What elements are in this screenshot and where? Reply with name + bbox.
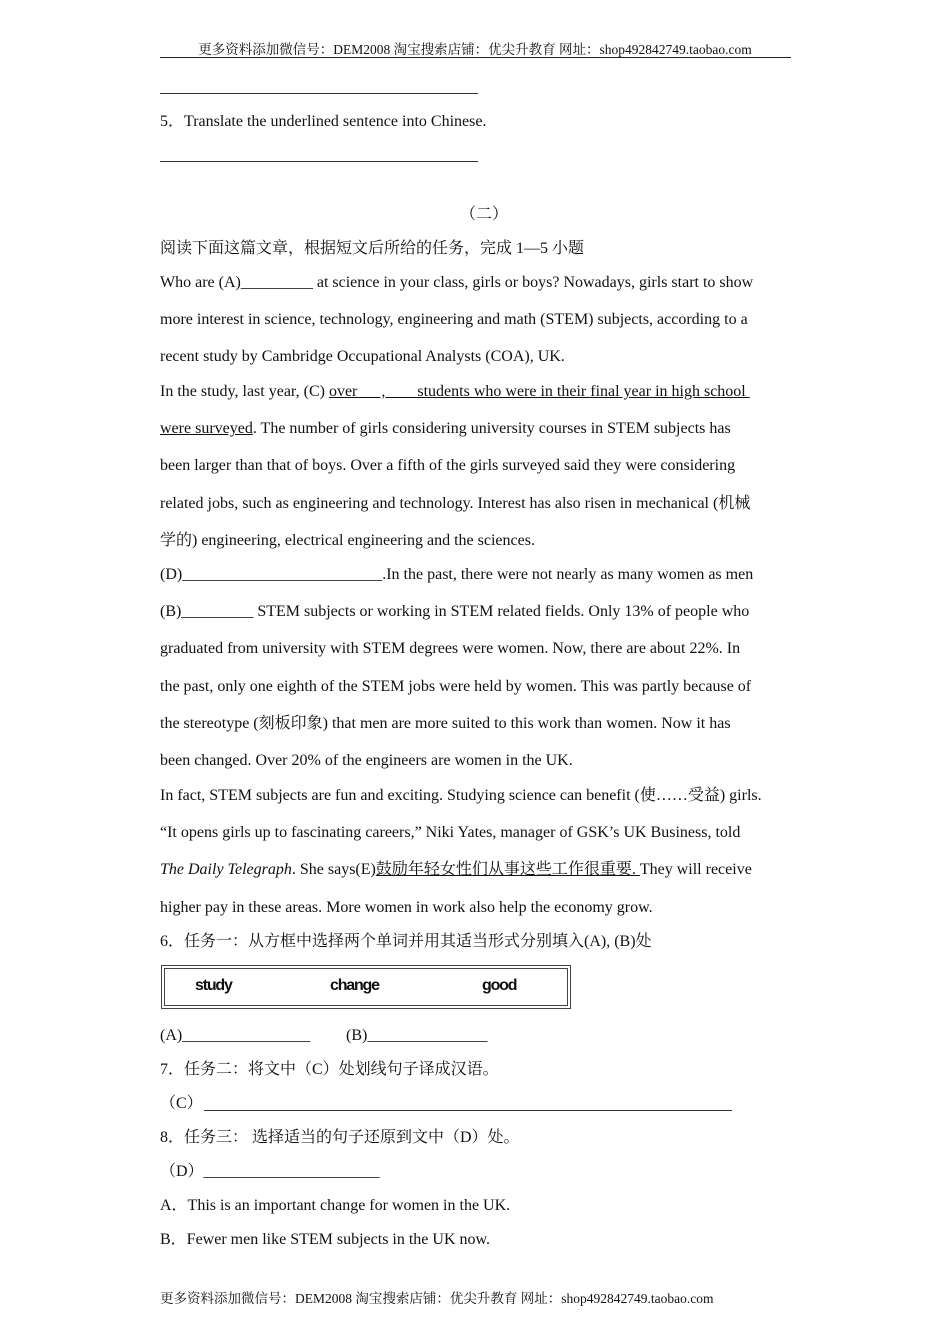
section-title: （二） bbox=[460, 206, 509, 223]
section-instruction: 阅读下面这篇文章，根据短文后所给的任务，完成 1—5 小题 bbox=[160, 240, 585, 257]
passage-line bbox=[160, 382, 750, 402]
passage-text: In the study, last year, (C) bbox=[160, 383, 329, 400]
passage-text: . The number of girls considering university courses in STEM subjects has bbox=[252, 420, 731, 437]
passage-line: been changed. Over 20% of the engineers are women in the UK. bbox=[160, 752, 573, 769]
header-divider bbox=[160, 57, 791, 58]
question-8: 8．任务三： 选择适当的句子还原到文中（D）处。 bbox=[160, 1129, 520, 1146]
passage-line: the past, only one eighth of the STEM jobs were held by women. This was partly because of bbox=[160, 678, 752, 695]
passage-line: higher pay in these areas. More women in work also help the economy grow. bbox=[160, 899, 653, 916]
underlined-sentence-c: over , students who were in their final year in high school bbox=[328, 383, 750, 400]
passage-line bbox=[160, 860, 752, 880]
word-option: study bbox=[195, 977, 232, 994]
answer-blank-a[interactable]: (A)________________ bbox=[160, 1027, 311, 1044]
answer-line-c[interactable] bbox=[204, 1110, 732, 1111]
page-header: 更多资料添加微信号：DEM2008 淘宝搜索店铺：优尖升教育 网址：shop492842749.taobao.com bbox=[198, 42, 752, 57]
answer-label-c: （C） bbox=[160, 1095, 203, 1112]
passage-line: related jobs, such as engineering and technology. Interest has also risen in mechanical (机械 bbox=[160, 495, 751, 512]
answer-line-q5[interactable] bbox=[160, 161, 478, 162]
passage-text: . She says(E) bbox=[291, 861, 376, 878]
question-7: 7．任务二：将文中（C）处划线句子译成汉语。 bbox=[160, 1061, 499, 1078]
passage-line: the stereotype (刻板印象) that men are more suited to this work than women. Now it has bbox=[160, 715, 731, 732]
word-option: change bbox=[330, 977, 379, 994]
answer-line-q4[interactable] bbox=[160, 93, 478, 94]
underlined-sentence-e: 鼓励年轻女性们从事这些工作很重要. bbox=[375, 861, 640, 878]
passage-line: more interest in science, technology, engineering and math (STEM) subjects, according to a bbox=[160, 311, 748, 328]
option-b: B．Fewer men like STEM subjects in the UK now. bbox=[160, 1231, 491, 1248]
page-footer: 更多资料添加微信号：DEM2008 淘宝搜索店铺：优尖升教育 网址：shop492842749.taobao.com bbox=[160, 1291, 714, 1306]
passage-line: In fact, STEM subjects are fun and exciting. Studying science can benefit (使……受益) girls. bbox=[160, 787, 762, 804]
underlined-sentence-c: were surveyed bbox=[160, 420, 253, 437]
question-6: 6．任务一：从方框中选择两个单词并用其适当形式分别填入(A), (B)处 bbox=[160, 933, 652, 950]
passage-line: 学的) engineering, electrical engineering and the sciences. bbox=[160, 532, 535, 549]
passage-line: been larger than that of boys. Over a fifth of the girls surveyed said they were considering bbox=[160, 457, 736, 474]
passage-line bbox=[160, 419, 731, 439]
answer-blank-d[interactable]: （D）______________________ bbox=[160, 1163, 380, 1180]
option-a: A．This is an important change for women in the UK. bbox=[160, 1197, 511, 1214]
answer-blank-b[interactable]: (B)_______________ bbox=[346, 1027, 488, 1044]
passage-line: (D)_________________________.In the past, there were not nearly as many women as men bbox=[160, 566, 754, 583]
question-5: 5．Translate the underlined sentence into Chinese. bbox=[160, 113, 487, 130]
newspaper-title: The Daily Telegraph bbox=[160, 861, 292, 878]
word-option: good bbox=[482, 977, 517, 994]
passage-line: recent study by Cambridge Occupational Analysts (COA), UK. bbox=[160, 348, 565, 365]
passage-line: graduated from university with STEM degrees were women. Now, there are about 22%. In bbox=[160, 640, 741, 657]
passage-text: They will receive bbox=[639, 861, 752, 878]
passage-line: (B)_________ STEM subjects or working in STEM related fields. Only 13% of people who bbox=[160, 603, 750, 620]
passage-line: “It opens girls up to fascinating careers,” Niki Yates, manager of GSK’s UK Business, told bbox=[160, 824, 741, 841]
passage-line: Who are (A)_________ at science in your class, girls or boys? Nowadays, girls start to show bbox=[160, 274, 754, 291]
word-box bbox=[161, 965, 571, 1009]
